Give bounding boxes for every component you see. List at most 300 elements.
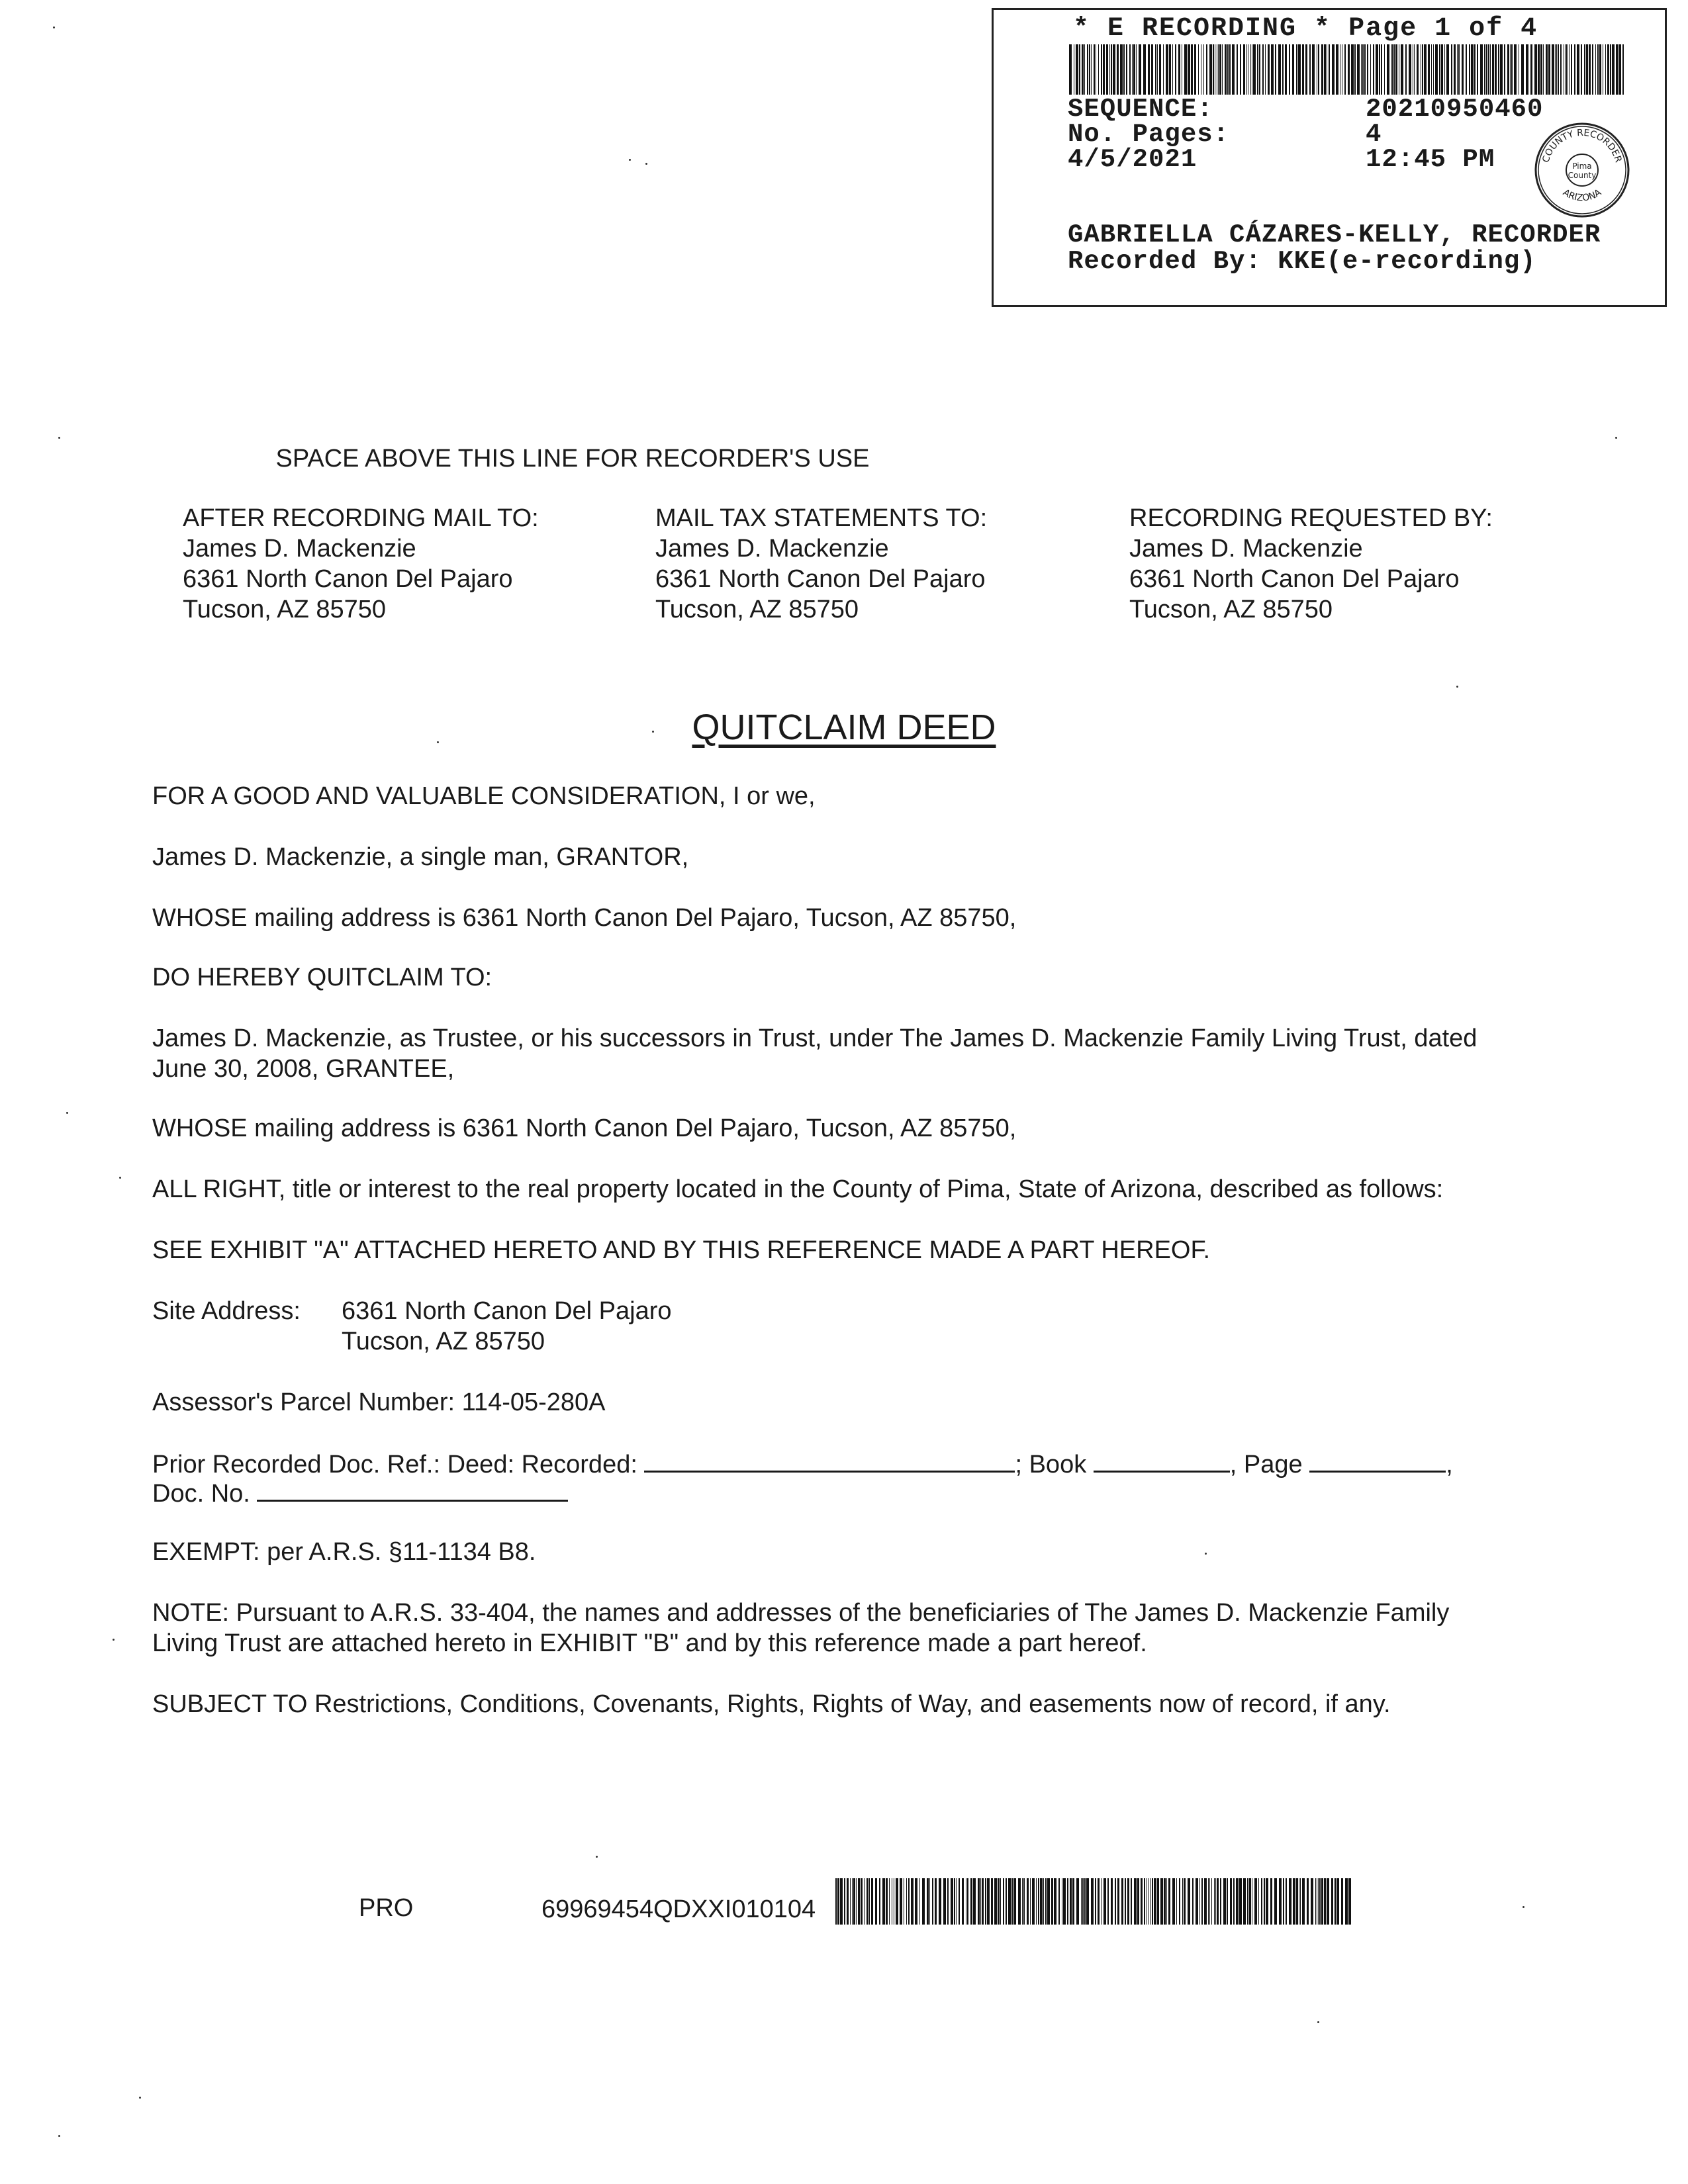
barcode-bar [1172, 1878, 1175, 1925]
barcode-bar [1345, 1878, 1348, 1925]
barcode-bar [987, 1878, 990, 1925]
barcode-bar [1056, 1878, 1057, 1925]
barcode-bar [1198, 44, 1199, 95]
barcode-bar [967, 1878, 968, 1925]
barcode-bar [1607, 44, 1609, 95]
barcode-bar [1401, 44, 1403, 95]
barcode-bar [868, 1878, 870, 1925]
barcode-bar [1555, 44, 1556, 95]
barcode-bar [947, 1878, 949, 1925]
address-name: James D. Mackenzie [655, 535, 889, 563]
barcode-bar [1521, 44, 1524, 95]
barcode-bar [1217, 1878, 1219, 1925]
barcode-bar [1211, 1878, 1212, 1925]
record-date: 4/5/2021 [1068, 145, 1197, 174]
prior-reference-line [152, 1447, 1453, 1480]
barcode-bar [1552, 44, 1554, 95]
scan-speck [596, 1856, 598, 1858]
barcode-bar [919, 1878, 920, 1925]
barcode-bar [1131, 1878, 1132, 1925]
barcode-bar [1571, 44, 1572, 95]
barcode-bar [1182, 1878, 1183, 1925]
barcode-bar [867, 1878, 868, 1925]
barcode-bar [1451, 44, 1452, 95]
book-label: ; Book [1015, 1451, 1087, 1479]
barcode-bar [1321, 1878, 1323, 1925]
barcode-bar [908, 1878, 910, 1925]
barcode-bar [1192, 1878, 1194, 1925]
barcode-bar [991, 1878, 993, 1925]
barcode-bar [1498, 44, 1499, 95]
address-street: 6361 North Canon Del Pajaro [655, 565, 986, 593]
grantee-address-text: WHOSE mailing address is 6361 North Canon Del Pajaro, Tucson, AZ 85750, [152, 1115, 1017, 1142]
barcode-bar [1111, 44, 1112, 95]
address-block-requested-by [1129, 503, 1493, 625]
scan-speck [139, 2097, 141, 2099]
barcode-bar [951, 1878, 953, 1925]
barcode-bar [1184, 44, 1187, 95]
barcode-bar [1043, 1878, 1044, 1925]
barcode-bar [1289, 44, 1290, 95]
barcode-bar [835, 1878, 837, 1925]
barcode-bar [1454, 44, 1456, 95]
barcode-bar [906, 1878, 907, 1925]
barcode-bar [1526, 44, 1528, 95]
barcode-bar [1101, 44, 1102, 95]
barcode-bar [1265, 44, 1266, 95]
pages-label: No. Pages: [1068, 120, 1230, 149]
barcode-bar [1084, 1878, 1086, 1925]
barcode-bar [1261, 1878, 1262, 1925]
barcode-bar [1293, 1878, 1295, 1925]
barcode-bar [1257, 44, 1258, 95]
stamp-header: * E RECORDING * Page 1 of 4 [1073, 14, 1538, 44]
barcode-bar [1556, 44, 1557, 95]
grantor-text: James D. Mackenzie, a single man, GRANTOR, [152, 843, 689, 871]
barcode-bar [1331, 1878, 1333, 1925]
barcode-bar [1184, 1878, 1186, 1925]
footer-pro-label: PRO [359, 1894, 414, 1922]
barcode-bar [1586, 44, 1588, 95]
barcode-bar [1086, 1878, 1089, 1925]
barcode-bar [927, 1878, 929, 1925]
barcode-bar [1264, 1878, 1265, 1925]
barcode-bar [1484, 44, 1485, 95]
scan-speck [66, 1112, 68, 1114]
barcode-bar [1159, 44, 1161, 95]
note-line: Living Trust are attached hereto in EXHIBIT "B" and by this reference made a part hereof. [152, 1629, 1147, 1657]
barcode-bar [1327, 1878, 1329, 1925]
barcode-bar [1471, 44, 1474, 95]
barcode-bar [1166, 44, 1168, 95]
sequence-label: SEQUENCE: [1068, 95, 1213, 124]
barcode-bar [1370, 44, 1371, 95]
barcode-bar [882, 1878, 885, 1925]
barcode-bar [1176, 1878, 1177, 1925]
barcode-bar [1091, 1878, 1094, 1925]
barcode-bar [1488, 44, 1489, 95]
barcode-bar [1038, 1878, 1039, 1925]
barcode-bar [1254, 1878, 1257, 1925]
barcode-bar [1433, 44, 1434, 95]
barcode-bar [1164, 1878, 1166, 1925]
scan-speck [652, 731, 654, 733]
county-recorder-seal-icon [1533, 121, 1631, 219]
barcode-bar [1179, 1878, 1180, 1925]
barcode-bar [1622, 44, 1624, 95]
address-city: Tucson, AZ 85750 [655, 596, 859, 623]
barcode-bar [1581, 44, 1582, 95]
barcode-bar [1143, 44, 1146, 95]
barcode-bar [1354, 44, 1356, 95]
barcode-bar [1428, 44, 1430, 95]
barcode-bar [1233, 1878, 1235, 1925]
barcode-bar [1070, 1878, 1072, 1925]
barcode-bar [1462, 44, 1464, 95]
barcode-bar [1036, 1878, 1037, 1925]
address-street: 6361 North Canon Del Pajaro [1129, 565, 1460, 593]
barcode-bar [1237, 44, 1238, 95]
barcode-bar [1486, 44, 1487, 95]
barcode-bar [856, 1878, 857, 1925]
barcode-bar [1000, 1878, 1001, 1925]
barcode-bar [1218, 44, 1219, 95]
barcode-bar [1469, 44, 1470, 95]
barcode-bar [1072, 1878, 1074, 1925]
all-right-text: ALL RIGHT, title or interest to the real property located in the County of Pima, State of Arizona, described as follows: [152, 1175, 1444, 1203]
barcode-bar [1324, 1878, 1326, 1925]
barcode-bar [1089, 44, 1090, 95]
barcode-bar [1188, 44, 1190, 95]
barcode-bar [1040, 1878, 1043, 1925]
barcode-bar [1605, 44, 1606, 95]
barcode-bar [1319, 1878, 1321, 1925]
barcode-bar [847, 1878, 849, 1925]
scan-speck [1205, 1553, 1207, 1555]
barcode-bar [1169, 44, 1171, 95]
barcode-bar [1137, 1878, 1139, 1925]
scan-speck [629, 159, 631, 161]
barcode-bar [1230, 1878, 1232, 1925]
barcode-bar [1155, 44, 1156, 95]
barcode-bar [1278, 44, 1281, 95]
barcode-bar [970, 1878, 972, 1925]
document-title: QUITCLAIM DEED [692, 707, 996, 747]
barcode-bar [1376, 44, 1378, 95]
barcode-bar [1120, 44, 1123, 95]
barcode-bar [1560, 44, 1562, 95]
barcode-bar [1157, 44, 1158, 95]
barcode-bar [1023, 1878, 1025, 1925]
barcode-bar [1054, 1878, 1056, 1925]
barcode-bar [1565, 44, 1566, 95]
barcode-bar [1361, 44, 1362, 95]
recorded-by: Recorded By: KKE(e-recording) [1068, 247, 1536, 276]
barcode-bar [1612, 44, 1615, 95]
barcode-bar [915, 1878, 917, 1925]
barcode-bar [1168, 1878, 1170, 1925]
barcode-bar [1022, 1878, 1023, 1925]
note-text [152, 1598, 1449, 1659]
barcode-bar [1032, 1878, 1035, 1925]
barcode-bar [1337, 1878, 1339, 1925]
barcode-bar [1309, 44, 1311, 95]
barcode-bar [1243, 1878, 1246, 1925]
barcode-bar [1405, 44, 1407, 95]
barcode-bar [1160, 1878, 1163, 1925]
barcode-bar [1569, 44, 1570, 95]
barcode-bar [1466, 44, 1467, 95]
barcode-bar [1232, 44, 1235, 95]
barcode-bar [1239, 1878, 1242, 1925]
barcode-bar [871, 1878, 873, 1925]
barcode-bar [1194, 44, 1196, 95]
barcode-bar [1188, 1878, 1190, 1925]
barcode-bar [1474, 44, 1475, 95]
barcode-bar [1107, 1878, 1109, 1925]
barcode-bar [1204, 1878, 1207, 1925]
barcode-bar [1172, 44, 1173, 95]
barcode-bar [1103, 1878, 1106, 1925]
page-blank [1309, 1447, 1446, 1473]
barcode-bar [1458, 44, 1460, 95]
barcode-bar [1291, 1878, 1292, 1925]
barcode-bar [1534, 44, 1537, 95]
barcode-bar [1530, 44, 1532, 95]
scan-speck [437, 741, 439, 743]
barcode-bar [1095, 1878, 1096, 1925]
barcode-bar [1121, 1878, 1123, 1925]
scan-speck [1523, 1906, 1524, 1908]
barcode-bar [1424, 44, 1427, 95]
barcode-bar [1045, 1878, 1047, 1925]
barcode-bar [1018, 1878, 1021, 1925]
barcode-bar [1504, 44, 1505, 95]
barcode-bar [1123, 44, 1125, 95]
barcode-bar [1206, 44, 1207, 95]
barcode-bar [1084, 44, 1085, 95]
site-address-line: 6361 North Canon Del Pajaro [342, 1297, 672, 1325]
svg-text:ARIZONA: ARIZONA [1560, 187, 1604, 204]
recorder-stamp [992, 8, 1667, 307]
barcode-bar [1259, 44, 1260, 95]
barcode-bar [1063, 1878, 1066, 1925]
address-heading: MAIL TAX STATEMENTS TO: [655, 504, 988, 532]
footer-code: 69969454QDXXI010104 [541, 1895, 816, 1923]
barcode-bar [1595, 44, 1596, 95]
barcode-bar [1282, 44, 1284, 95]
barcode-bar [1321, 44, 1323, 95]
barcode-bar [1391, 44, 1393, 95]
space-above-notice: SPACE ABOVE THIS LINE FOR RECORDER'S USE [275, 445, 870, 473]
quitclaim-to-text: DO HEREBY QUITCLAIM TO: [152, 964, 492, 991]
barcode-bar [1566, 44, 1567, 95]
barcode-bar [929, 1878, 930, 1925]
site-address-value [342, 1296, 672, 1357]
barcode-bar [1166, 1878, 1167, 1925]
barcode-bar [1215, 1878, 1216, 1925]
subject-to-text: SUBJECT TO Restrictions, Conditions, Covenants, Rights, Rights of Way, and easements now of record, if any. [152, 1690, 1391, 1718]
barcode-bar [1148, 44, 1150, 95]
barcode-bar [1152, 1878, 1153, 1925]
note-line: NOTE: Pursuant to A.R.S. 33-404, the names and addresses of the beneficiaries of The James D. Mackenzie Family [152, 1599, 1450, 1627]
recorded-blank [644, 1447, 1015, 1473]
barcode-bar [853, 1878, 855, 1925]
barcode-bar [1227, 44, 1229, 95]
barcode-bar [1324, 44, 1326, 95]
barcode-bar [982, 1878, 984, 1925]
trailing-comma: , [1446, 1451, 1453, 1479]
barcode-bar [1318, 1878, 1319, 1925]
barcode-bar [1480, 44, 1483, 95]
barcode-bar [1144, 1878, 1145, 1925]
barcode-bar [1348, 1878, 1351, 1925]
barcode-bar [1439, 44, 1440, 95]
barcode-bar [1141, 1878, 1143, 1925]
barcode-bar [1178, 44, 1180, 95]
address-name: James D. Mackenzie [1129, 535, 1363, 563]
barcode-bar [1111, 1878, 1113, 1925]
barcode-bar [1431, 44, 1432, 95]
barcode-bar [1150, 1878, 1151, 1925]
barcode-bar [852, 1878, 853, 1925]
barcode-bar [1318, 44, 1319, 95]
barcode-bar [1157, 1878, 1159, 1925]
barcode-bar [1441, 44, 1443, 95]
barcode-bar [1079, 44, 1080, 95]
barcode-bar [1270, 1878, 1272, 1925]
barcode-bar [1163, 44, 1164, 95]
barcode-bar [1305, 44, 1307, 95]
barcode-bar [1275, 44, 1276, 95]
barcode-bar [1008, 1878, 1011, 1925]
barcode-bar [1067, 1878, 1068, 1925]
barcode-bar [896, 1878, 898, 1925]
book-blank [1094, 1447, 1230, 1473]
barcode-bar [1548, 44, 1550, 95]
barcode-bar [1243, 44, 1245, 95]
barcode-bar [1577, 44, 1579, 95]
svg-text:COUNTY RECORDER: COUNTY RECORDER [1540, 127, 1624, 164]
barcode-bar [922, 1878, 925, 1925]
site-address-label: Site Address: [152, 1297, 301, 1325]
barcode-bar [858, 1878, 860, 1925]
barcode-bar [1511, 44, 1513, 95]
barcode-bar [1417, 44, 1419, 95]
barcode-bar [1379, 44, 1380, 95]
exhibit-a-text: SEE EXHIBIT "A" ATTACHED HERETO AND BY THIS REFERENCE MADE A PART HEREOF. [152, 1236, 1211, 1264]
barcode-bar [1286, 1878, 1287, 1925]
barcode-bar [1058, 1878, 1060, 1925]
barcode-bar [886, 1878, 888, 1925]
doc-no-line [152, 1476, 568, 1509]
barcode-bar [1302, 44, 1304, 95]
barcode-bar [1315, 1878, 1316, 1925]
barcode-bar [1341, 1878, 1343, 1925]
address-city: Tucson, AZ 85750 [183, 596, 387, 623]
barcode-bar [1006, 1878, 1007, 1925]
barcode-bar [1538, 44, 1540, 95]
barcode-bar [1201, 1878, 1203, 1925]
barcode-bar [1220, 1878, 1221, 1925]
stamp-barcode [1069, 44, 1625, 95]
barcode-bar [1003, 1878, 1004, 1925]
barcode-bar [1444, 44, 1445, 95]
barcode-bar [1584, 44, 1585, 95]
svg-text:Pima: Pima [1572, 161, 1592, 171]
barcode-bar [1250, 44, 1251, 95]
barcode-bar [1069, 44, 1072, 95]
barcode-bar [1117, 1878, 1119, 1925]
barcode-bar [1214, 1878, 1215, 1925]
barcode-bar [1227, 1878, 1228, 1925]
barcode-bar [1302, 1878, 1305, 1925]
barcode-bar [980, 1878, 981, 1925]
doc-no-label: Doc. No. [152, 1480, 250, 1508]
barcode-bar [1589, 44, 1591, 95]
barcode-bar [1457, 44, 1458, 95]
barcode-bar [994, 1878, 997, 1925]
barcode-bar [1492, 44, 1494, 95]
barcode-bar [1510, 44, 1511, 95]
barcode-bar [1113, 44, 1115, 95]
scan-speck [58, 437, 60, 439]
barcode-bar [911, 1878, 914, 1925]
barcode-bar [939, 1878, 941, 1925]
grantee-line: James D. Mackenzie, as Trustee, or his successors in Trust, under The James D. Mackenzie Family Living Trust, dated [152, 1024, 1477, 1052]
barcode-bar [1051, 1878, 1053, 1925]
barcode-bar [1258, 1878, 1259, 1925]
barcode-bar [932, 1878, 933, 1925]
barcode-bar [879, 1878, 880, 1925]
page-label: , Page [1229, 1451, 1303, 1479]
barcode-bar [1154, 1878, 1156, 1925]
barcode-bar [1106, 44, 1108, 95]
barcode-bar [1393, 44, 1395, 95]
barcode-bar [1262, 44, 1264, 95]
barcode-bar [850, 1878, 851, 1925]
barcode-bar [1225, 44, 1227, 95]
exempt-text: EXEMPT: per A.R.S. §11-1134 B8. [152, 1538, 536, 1566]
scan-speck [119, 1177, 121, 1179]
barcode-bar [1616, 44, 1618, 95]
barcode-bar [1307, 1878, 1309, 1925]
barcode-bar [1219, 44, 1221, 95]
address-heading: AFTER RECORDING MAIL TO: [183, 504, 539, 532]
barcode-bar [844, 1878, 845, 1925]
barcode-bar [1213, 44, 1214, 95]
barcode-bar [1175, 44, 1176, 95]
barcode-bar [1199, 1878, 1200, 1925]
scan-speck [1456, 686, 1458, 688]
barcode-bar [1229, 44, 1231, 95]
scan-speck [1317, 2021, 1319, 2023]
pages-value: 4 [1366, 120, 1382, 149]
barcode-bar [1132, 44, 1133, 95]
barcode-bar [1047, 1878, 1050, 1925]
scan-speck [645, 163, 647, 165]
barcode-bar [1289, 1878, 1291, 1925]
barcode-bar [1618, 44, 1621, 95]
barcode-bar [1011, 1878, 1013, 1925]
barcode-bar [1348, 44, 1350, 95]
barcode-bar [1103, 44, 1105, 95]
barcode-bar [1495, 44, 1497, 95]
barcode-bar [1367, 44, 1368, 95]
barcode-bar [861, 1878, 863, 1925]
barcode-bar [1336, 44, 1338, 95]
barcode-bar [1208, 1878, 1209, 1925]
